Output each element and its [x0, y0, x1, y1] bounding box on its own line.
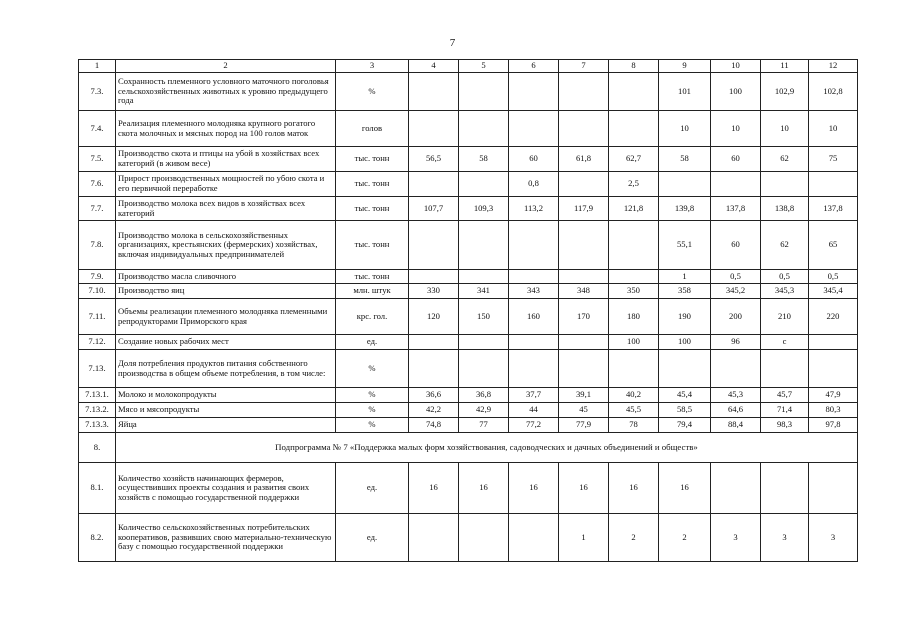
indicator-value: 0,8 — [509, 172, 559, 197]
indicator-value: 350 — [609, 284, 659, 299]
indicator-value: 58 — [659, 147, 711, 172]
indicator-value — [559, 111, 609, 147]
indicator-value: 36,8 — [459, 388, 509, 403]
indicator-value: 102,8 — [809, 73, 858, 111]
unit-of-measure: % — [336, 73, 409, 111]
indicator-value: 109,3 — [459, 197, 509, 221]
table-body — [79, 60, 858, 562]
indicator-value: 64,6 — [711, 403, 761, 418]
page-number: 7 — [449, 37, 456, 49]
indicator-value: 348 — [559, 284, 609, 299]
indicator-value — [459, 221, 509, 270]
indicator-value: 44 — [509, 403, 559, 418]
indicator-name: Производство масла сливочного — [116, 270, 336, 284]
indicator-value — [609, 350, 659, 388]
unit-of-measure: тыс. тонн — [336, 197, 409, 221]
column-header: 12 — [809, 60, 858, 73]
table-row — [79, 514, 858, 562]
indicator-value: 358 — [659, 284, 711, 299]
indicator-value: 2 — [609, 514, 659, 562]
row-number: 7.7. — [79, 197, 116, 221]
indicator-name: Производство молока всех видов в хозяйствах всех категорий — [116, 197, 336, 221]
table-row — [79, 73, 858, 111]
indicator-value: 345,4 — [809, 284, 858, 299]
indicator-value: 200 — [711, 299, 761, 335]
indicator-value: 10 — [809, 111, 858, 147]
indicator-value — [409, 172, 459, 197]
indicator-value: 210 — [761, 299, 809, 335]
indicator-value: 190 — [659, 299, 711, 335]
indicator-value — [459, 111, 509, 147]
indicator-name: Реализация племенного молодняка крупного рогатого скота молочных и мясных пород на 100 голов маток — [116, 111, 336, 147]
indicator-value: 45,3 — [711, 388, 761, 403]
row-number: 7.8. — [79, 221, 116, 270]
unit-of-measure: % — [336, 403, 409, 418]
indicator-value: 80,3 — [809, 403, 858, 418]
indicator-value: 1 — [559, 514, 609, 562]
unit-of-measure: тыс. тонн — [336, 270, 409, 284]
indicator-value — [559, 172, 609, 197]
subprogram-number: 8. — [79, 433, 116, 463]
indicator-value: 55,1 — [659, 221, 711, 270]
indicator-value: 16 — [459, 463, 509, 514]
row-number: 7.4. — [79, 111, 116, 147]
column-header: 8 — [609, 60, 659, 73]
row-number: 7.11. — [79, 299, 116, 335]
indicator-value — [509, 270, 559, 284]
table-row — [79, 111, 858, 147]
row-number: 7.12. — [79, 335, 116, 350]
indicator-value: 2,5 — [609, 172, 659, 197]
indicator-value: 180 — [609, 299, 659, 335]
column-header: 2 — [116, 60, 336, 73]
indicator-value: 97,8 — [809, 418, 858, 433]
indicator-value: 62 — [761, 221, 809, 270]
column-header: 11 — [761, 60, 809, 73]
indicator-value: 3 — [809, 514, 858, 562]
indicator-value: 58 — [459, 147, 509, 172]
indicator-value: 343 — [509, 284, 559, 299]
indicator-value: 121,8 — [609, 197, 659, 221]
unit-of-measure: % — [336, 350, 409, 388]
indicator-value: 345,3 — [761, 284, 809, 299]
indicator-value — [609, 111, 659, 147]
column-header: 10 — [711, 60, 761, 73]
indicator-value: 220 — [809, 299, 858, 335]
column-header: 5 — [459, 60, 509, 73]
indicator-value: 1 — [659, 270, 711, 284]
indicator-value: 79,4 — [659, 418, 711, 433]
indicator-value: 160 — [509, 299, 559, 335]
indicator-value — [659, 172, 711, 197]
indicator-value: 47,9 — [809, 388, 858, 403]
indicator-value: 137,8 — [711, 197, 761, 221]
indicator-value: 170 — [559, 299, 609, 335]
indicator-value: 77,2 — [509, 418, 559, 433]
table-row — [79, 418, 858, 433]
indicator-value: 56,5 — [409, 147, 459, 172]
indicator-value: 16 — [559, 463, 609, 514]
indicator-value: 60 — [711, 221, 761, 270]
indicator-name: Молоко и молокопродукты — [116, 388, 336, 403]
indicator-value: 138,8 — [761, 197, 809, 221]
indicator-value — [459, 270, 509, 284]
row-number: 7.3. — [79, 73, 116, 111]
indicator-value: 16 — [509, 463, 559, 514]
row-number: 7.10. — [79, 284, 116, 299]
indicator-value — [559, 350, 609, 388]
indicator-value — [509, 350, 559, 388]
indicator-name: Доля потребления продуктов питания собственного производства в общем объеме потребления, в том числе: — [116, 350, 336, 388]
indicator-value: 45 — [559, 403, 609, 418]
indicator-value: 100 — [609, 335, 659, 350]
indicator-value: 42,9 — [459, 403, 509, 418]
indicator-name: Количество сельскохозяйственных потребительских кооперативов, развивших свою материально-техническую базу с помощью государственной поддержки — [116, 514, 336, 562]
indicator-value: 120 — [409, 299, 459, 335]
indicator-name: Производство молока в сельскохозяйственных организациях, крестьянских (фермерских) хозяйствах, включая индивидуальных предпринимателей — [116, 221, 336, 270]
indicator-value: 36,6 — [409, 388, 459, 403]
indicator-value: 98,3 — [761, 418, 809, 433]
indicator-value: 0,5 — [809, 270, 858, 284]
column-header: 1 — [79, 60, 116, 73]
indicator-name: Создание новых рабочих мест — [116, 335, 336, 350]
indicator-value: 341 — [459, 284, 509, 299]
indicator-value — [409, 73, 459, 111]
indicator-value: 60 — [711, 147, 761, 172]
indicator-value — [459, 514, 509, 562]
indicator-value: 2 — [659, 514, 711, 562]
indicator-name: Объемы реализации племенного молодняка племенными репродукторами Приморского края — [116, 299, 336, 335]
indicator-value: 107,7 — [409, 197, 459, 221]
table-row — [79, 350, 858, 388]
table-row — [79, 270, 858, 284]
column-number-row — [79, 60, 858, 73]
indicator-name: Производство скота и птицы на убой в хозяйствах всех категорий (в живом весе) — [116, 147, 336, 172]
indicator-value: 61,8 — [559, 147, 609, 172]
indicator-value: 78 — [609, 418, 659, 433]
indicator-value: 42,2 — [409, 403, 459, 418]
table-row — [79, 221, 858, 270]
indicator-value: 16 — [409, 463, 459, 514]
indicator-value — [559, 335, 609, 350]
row-number: 8.2. — [79, 514, 116, 562]
table-row — [79, 147, 858, 172]
indicator-value: 88,4 — [711, 418, 761, 433]
indicator-value: 65 — [809, 221, 858, 270]
indicator-value — [409, 350, 459, 388]
indicator-value: 37,7 — [509, 388, 559, 403]
unit-of-measure: тыс. тонн — [336, 221, 409, 270]
indicator-value: 45,4 — [659, 388, 711, 403]
row-number: 8.1. — [79, 463, 116, 514]
indicator-value — [409, 514, 459, 562]
indicator-value: 10 — [761, 111, 809, 147]
indicator-value — [409, 221, 459, 270]
indicator-value — [659, 350, 711, 388]
indicator-value — [809, 463, 858, 514]
table-row — [79, 299, 858, 335]
row-number: 7.13.2. — [79, 403, 116, 418]
unit-of-measure: тыс. тонн — [336, 147, 409, 172]
indicator-value — [459, 73, 509, 111]
indicator-value: 71,4 — [761, 403, 809, 418]
indicator-value: 16 — [609, 463, 659, 514]
indicator-value: 62,7 — [609, 147, 659, 172]
unit-of-measure: % — [336, 388, 409, 403]
indicator-value: 45,5 — [609, 403, 659, 418]
column-header: 6 — [509, 60, 559, 73]
indicator-value — [711, 463, 761, 514]
indicator-value — [559, 270, 609, 284]
indicator-value: 77,9 — [559, 418, 609, 433]
indicator-value — [559, 221, 609, 270]
column-header: 4 — [409, 60, 459, 73]
indicator-value — [509, 73, 559, 111]
indicator-value — [509, 335, 559, 350]
indicator-name: Мясо и мясопродукты — [116, 403, 336, 418]
indicator-value: 345,2 — [711, 284, 761, 299]
indicator-value: 102,9 — [761, 73, 809, 111]
indicator-name: Яйца — [116, 418, 336, 433]
indicator-value: 45,7 — [761, 388, 809, 403]
row-number: 7.13.3. — [79, 418, 116, 433]
indicator-value: 150 — [459, 299, 509, 335]
indicator-value — [809, 350, 858, 388]
row-number: 7.6. — [79, 172, 116, 197]
indicator-value — [509, 514, 559, 562]
indicator-value: 139,8 — [659, 197, 711, 221]
indicator-value: 0,5 — [761, 270, 809, 284]
indicator-value: 137,8 — [809, 197, 858, 221]
indicator-value — [609, 270, 659, 284]
indicator-value: 40,2 — [609, 388, 659, 403]
indicator-value: 100 — [711, 73, 761, 111]
table-row — [79, 172, 858, 197]
table-row — [79, 463, 858, 514]
indicator-value: 77 — [459, 418, 509, 433]
unit-of-measure: тыс. тонн — [336, 172, 409, 197]
indicator-value: 60 — [509, 147, 559, 172]
indicator-value — [409, 335, 459, 350]
indicator-value — [609, 73, 659, 111]
unit-of-measure: ед. — [336, 335, 409, 350]
unit-of-measure: крс. гол. — [336, 299, 409, 335]
row-number: 7.5. — [79, 147, 116, 172]
indicator-value: 100 — [659, 335, 711, 350]
indicator-name: Производство яиц — [116, 284, 336, 299]
indicator-value: 10 — [711, 111, 761, 147]
indicator-value: 74,8 — [409, 418, 459, 433]
row-number: 7.13.1. — [79, 388, 116, 403]
unit-of-measure: голов — [336, 111, 409, 147]
unit-of-measure: % — [336, 418, 409, 433]
unit-of-measure: млн. штук — [336, 284, 409, 299]
indicator-value: 117,9 — [559, 197, 609, 221]
indicator-value: 62 — [761, 147, 809, 172]
indicator-name: Сохранность племенного условного маточного поголовья сельскохозяйственных животных к уровню предыдущего года — [116, 73, 336, 111]
row-number: 7.9. — [79, 270, 116, 284]
indicator-value — [711, 350, 761, 388]
indicators-table — [78, 59, 858, 562]
indicator-value: 3 — [711, 514, 761, 562]
indicator-value — [761, 172, 809, 197]
subprogram-row — [79, 433, 858, 463]
column-header: 3 — [336, 60, 409, 73]
indicator-value: 39,1 — [559, 388, 609, 403]
indicator-value — [409, 111, 459, 147]
indicator-value — [761, 463, 809, 514]
indicator-value: 96 — [711, 335, 761, 350]
column-header: 7 — [559, 60, 609, 73]
indicator-name: Прирост производственных мощностей по убою скота и его первичной переработке — [116, 172, 336, 197]
indicator-value — [509, 221, 559, 270]
indicator-value — [459, 335, 509, 350]
indicator-value: 101 — [659, 73, 711, 111]
indicator-name: Количество хозяйств начинающих фермеров, осуществивших проекты создания и развития своих хозяйств с помощью государственной поддержки — [116, 463, 336, 514]
table-row — [79, 335, 858, 350]
indicator-value: 58,5 — [659, 403, 711, 418]
indicator-value: 0,5 — [711, 270, 761, 284]
unit-of-measure: ед. — [336, 514, 409, 562]
indicator-value — [809, 335, 858, 350]
unit-of-measure: ед. — [336, 463, 409, 514]
indicator-value — [809, 172, 858, 197]
indicator-value — [459, 350, 509, 388]
indicator-value: 3 — [761, 514, 809, 562]
indicator-value — [409, 270, 459, 284]
indicator-value — [761, 350, 809, 388]
row-number: 7.13. — [79, 350, 116, 388]
indicator-value: 113,2 — [509, 197, 559, 221]
table-row — [79, 197, 858, 221]
indicator-value — [509, 111, 559, 147]
indicator-value — [459, 172, 509, 197]
table-row — [79, 388, 858, 403]
table-row — [79, 284, 858, 299]
indicator-value: 16 — [659, 463, 711, 514]
indicator-value: 10 — [659, 111, 711, 147]
indicator-value — [609, 221, 659, 270]
subprogram-title: Подпрограмма № 7 «Поддержка малых форм хозяйствования, садоводческих и дачных объединений и обществ» — [116, 433, 858, 463]
table-row — [79, 403, 858, 418]
indicator-value: 75 — [809, 147, 858, 172]
indicator-value — [559, 73, 609, 111]
column-header: 9 — [659, 60, 711, 73]
indicator-value — [711, 172, 761, 197]
indicator-value: с — [761, 335, 809, 350]
indicator-value: 330 — [409, 284, 459, 299]
